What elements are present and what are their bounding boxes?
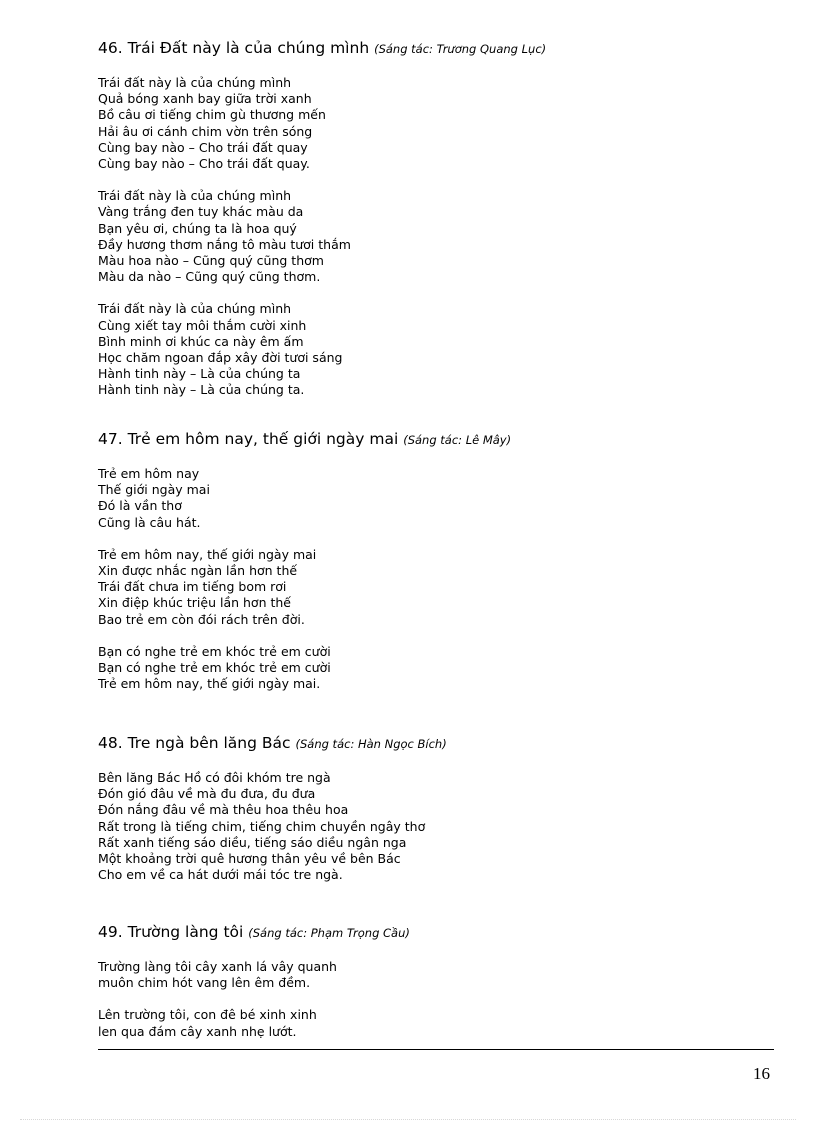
lyric-line: Cùng bay nào – Cho trái đất quay. [98,156,310,172]
lyric-line: Hành tinh này – Là của chúng ta [98,366,301,382]
lyric-line: Bao trẻ em còn đói rách trên đời. [98,611,305,627]
song-number: 48. [98,734,123,752]
song-section [98,38,758,399]
lyric-line: Vàng trắng đen tuy khác màu da [98,204,304,220]
song-section [98,922,758,1040]
lyric-line: Rất xanh tiếng sáo diều, tiếng sáo diều ngân nga [98,834,407,850]
lyric-line: Đầy hương thơm nắng tô màu tươi thắm [98,236,351,252]
lyric-line: Một khoảng trời quê hương thân yêu về bên Bác [98,851,401,867]
stanza [98,547,758,628]
lyric-line: Bình minh ơi khúc ca này êm ấm [98,333,304,349]
lyric-line: muôn chim hót vang lên êm đềm. [98,975,311,991]
page-number: 16 [753,1064,770,1083]
lyric-line: Thế giới ngày mai [98,482,210,498]
lyric-line: Trẻ em hôm nay, thế giới ngày mai [98,546,317,562]
lyric-line: Trái đất này là của chúng mình [98,301,292,317]
lyric-line: Đón nắng đâu về mà thêu hoa thêu hoa [98,802,349,818]
song-composer: (Sáng tác: Hàn Ngọc Bích) [295,737,447,751]
lyric-line: Bạn có nghe trẻ em khóc trẻ em cười [98,660,331,676]
lyric-line: Cùng xiết tay môi thắm cười xinh [98,317,307,333]
song-lyrics [98,75,758,399]
song-heading [98,38,758,59]
lyric-line: Cho em về ca hát dưới mái tóc tre ngà. [98,867,343,883]
lyric-line: Hải âu ơi cánh chim vờn trên sóng [98,123,313,139]
lyric-line: Trẻ em hôm nay, thế giới ngày mai. [98,676,321,692]
lyric-line: Lên trường tôi, con đê bé xinh xinh [98,1007,317,1023]
lyric-line: Học chăm ngoan đắp xây đời tươi sáng [98,350,343,366]
lyric-line: Màu da nào – Cũng quý cũng thơm. [98,269,321,285]
song-lyrics [98,959,758,1040]
stanza [98,301,758,398]
lyric-line: Xin điệp khúc triệu lần hơn thế [98,595,291,611]
lyric-line: Quả bóng xanh bay giữa trời xanh [98,91,312,107]
song-title: Trẻ em hôm nay, thế giới ngày mai [127,430,399,448]
song-composer: (Sáng tác: Lê Mây) [403,433,512,447]
stanza [98,959,758,991]
song-heading [98,733,758,754]
lyric-line: Trái đất này là của chúng mình [98,75,292,90]
lyric-line: Rất trong là tiếng chim, tiếng chim chuyền ngây thơ [98,818,426,834]
song-number: 47. [98,430,123,448]
lyric-line: Trái đất chưa im tiếng bom rơi [98,579,287,595]
lyric-line: Hành tinh này – Là của chúng ta. [98,382,305,398]
song-title: Trường làng tôi [127,923,244,941]
lyric-line: Trẻ em hôm nay [98,466,200,481]
stanza [98,75,758,172]
song-heading [98,922,758,943]
lyric-line: Đó là vần thơ [98,498,182,514]
lyric-line: Xin được nhắc ngàn lần hơn thế [98,563,298,579]
stanza [98,770,758,883]
lyric-line: len qua đám cây xanh nhẹ lướt. [98,1023,297,1039]
stanza [98,466,758,531]
lyric-line: Đón gió đâu về mà đu đưa, đu đưa [98,786,316,802]
lyric-line: Bạn có nghe trẻ em khóc trẻ em cười [98,643,331,659]
song-number: 49. [98,923,123,941]
song-lyrics [98,466,758,692]
song-section [98,733,758,883]
stanza [98,188,758,285]
footer-divider [98,1049,774,1050]
lyric-line: Bồ câu ơi tiếng chim gù thương mến [98,107,326,123]
song-number: 46. [98,39,123,57]
stanza [98,644,758,693]
lyric-line: Cũng là câu hát. [98,514,201,530]
lyric-line: Trái đất này là của chúng mình [98,188,292,204]
song-composer: (Sáng tác: Phạm Trọng Cầu) [248,926,410,940]
song-section [98,429,758,692]
lyric-line: Bạn yêu ơi, chúng ta là hoa quý [98,220,297,236]
song-title: Trái Đất này là của chúng mình [127,39,370,57]
song-title: Tre ngà bên lăng Bác [127,734,291,752]
page-edge-dots [20,1119,796,1120]
lyric-line: Màu hoa nào – Cũng quý cũng thơm [98,253,324,269]
stanza [98,1007,758,1039]
lyric-line: Cùng bay nào – Cho trái đất quay [98,139,308,155]
lyric-line: Trường làng tôi cây xanh lá vây quanh [98,959,337,974]
lyric-line: Bên lăng Bác Hồ có đôi khóm tre ngà [98,770,331,785]
song-composer: (Sáng tác: Trương Quang Lục) [374,42,547,56]
song-heading [98,429,758,450]
song-lyrics [98,770,758,883]
